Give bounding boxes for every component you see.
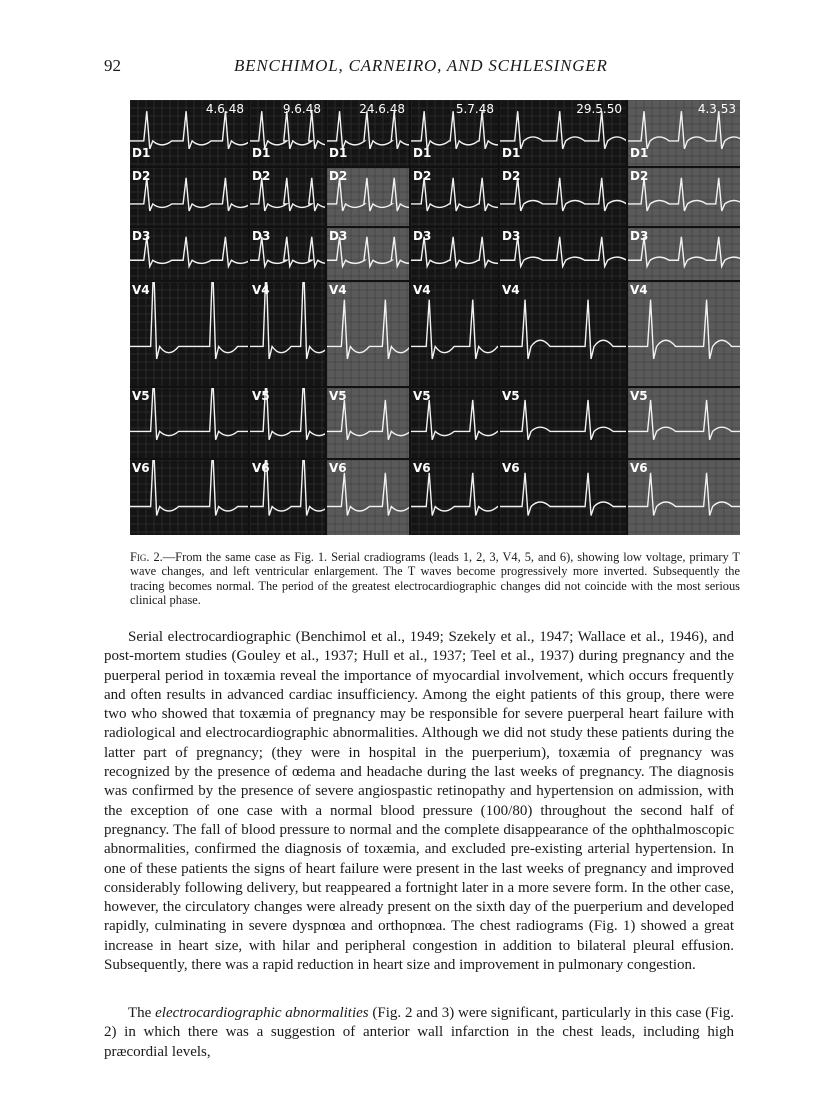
ecg-panel xyxy=(411,460,498,535)
ecg-figure xyxy=(130,100,740,535)
ecg-panel xyxy=(628,228,740,280)
lead-label: V4 xyxy=(502,283,520,297)
ecg-panel xyxy=(411,282,498,386)
ecg-panel xyxy=(327,460,409,535)
ecg-trace-svg xyxy=(250,282,325,386)
ecg-trace xyxy=(327,300,409,359)
ecg-trace xyxy=(500,300,626,359)
lead-label: D1 xyxy=(252,146,271,160)
p2-suffix: (Fig. 2 and 3) were significant, particularly in this case (Fig. 2) in which there was a suggestion of anterior wall infarction in the chest leads, including high præcordial levels, xyxy=(104,1005,734,1060)
lead-label: D2 xyxy=(413,169,432,183)
lead-label: D3 xyxy=(630,229,649,243)
lead-label: D3 xyxy=(329,229,348,243)
lead-label: V4 xyxy=(132,283,150,297)
lead-label: D3 xyxy=(132,229,151,243)
caption-label: Fig. 2. xyxy=(130,550,163,564)
ecg-panel xyxy=(628,168,740,226)
lead-label: D2 xyxy=(630,169,649,183)
ecg-panel xyxy=(411,388,498,458)
ecg-panel xyxy=(130,228,248,280)
date-label: 4.3.53 xyxy=(697,102,736,116)
lead-label: V4 xyxy=(252,283,270,297)
lead-label: D1 xyxy=(132,146,151,160)
ecg-panel xyxy=(500,388,626,458)
ecg-panel xyxy=(250,388,325,458)
lead-label: V5 xyxy=(630,389,648,403)
page-header xyxy=(104,56,716,80)
ecg-trace xyxy=(500,473,626,516)
p2-prefix: The xyxy=(128,1005,156,1021)
ecg-panel xyxy=(628,282,740,386)
date-label: 24.6.48 xyxy=(359,102,405,116)
ecg-trace xyxy=(327,473,409,516)
ecg-trace xyxy=(411,111,498,149)
lead-label: V5 xyxy=(252,389,270,403)
body-paragraph-1: Serial electrocardiographic (Benchimol et al., 1949; Szekely et al., 1947; Wallace et al., 1946), and post-mortem studies (Gouley et al., 1937; Hull et al., 1937; Teel et al., 1937) during pregnancy and the puerperal period in toxæmia reveal the importance of myocardial involvement, which occurs frequently and often results in advanced cardiac insufficiency. Among the eight patients of this group, there were two who showed that toxæmia of pregnancy may be responsible for severe puerperal heart failure with radiological and electrocardiographic abnormalities. Although we did not study these patients during the latter part of pregnancy; (they were in hospital in the puerperium), toxæmia of pregnancy was recognized by the presence of œdema and headache during the last weeks of pregnancy. The diagnosis was confirmed by the presence of severe angiospastic retinopathy and hypertension on admission, with the exception of one case with a normal blood pressure (100/80) throughout the second half of pregnancy. The fall of blood pressure to normal and the complete disappearance of the ophthalmoscopic abnormalities, confirmed the diagnosis of toxæmia, and excluded pre-existing arterial hypertension. In one of these patients the signs of heart failure were present in the last weeks of pregnancy and improved considerably following delivery, but reappeared a fortnight later in a more severe form. In the other case, however, the circulatory changes were already present on the sixth day of the puerperium and developed rapidly, culminating in severe dyspnœa and orthopnœa. The chest radiograms (Fig. 1) showed a great increase in heart size, with hilar and peripheral congestion in addition to bilateral pleural effusion. Subsequently, there was a rapid reduction in heart size and improvement in pulmonary congestion. xyxy=(104,629,734,974)
ecg-panel xyxy=(411,168,498,226)
lead-label: D3 xyxy=(413,229,432,243)
ecg-trace xyxy=(500,111,626,149)
ecg-panel xyxy=(327,168,409,226)
caption-text: —From the same case as Fig. 1. Serial cradiograms (leads 1, 2, 3, V4, 5, and 6), showing low voltage, primary T wave changes, and left ventricular enlargement. The T waves become progressively more inverted. Subsequently the tracing becomes normal. The period of the greatest electrocardiographic changes did not coincide with the most serious clinical phase. xyxy=(130,550,740,607)
ecg-trace xyxy=(411,473,498,516)
ecg-panel xyxy=(327,228,409,280)
ecg-trace xyxy=(130,111,248,149)
lead-label: V5 xyxy=(413,389,431,403)
ecg-panel xyxy=(628,100,740,166)
ecg-panel xyxy=(500,100,626,166)
lead-label: V4 xyxy=(329,283,347,297)
ecg-panel xyxy=(250,168,325,226)
ecg-trace xyxy=(327,111,409,149)
ecg-panel xyxy=(250,228,325,280)
ecg-panel xyxy=(130,100,248,166)
lead-label: D3 xyxy=(502,229,521,243)
ecg-panel xyxy=(250,460,325,535)
lead-label: D2 xyxy=(329,169,348,183)
lead-label: D2 xyxy=(252,169,271,183)
lead-label: V6 xyxy=(329,461,347,475)
lead-label: V5 xyxy=(132,389,150,403)
ecg-trace-svg xyxy=(130,282,248,386)
ecg-trace-svg xyxy=(327,282,409,386)
page-number: 92 xyxy=(104,56,121,75)
lead-label: V6 xyxy=(413,461,431,475)
lead-label: D1 xyxy=(502,146,521,160)
ecg-panel xyxy=(411,228,498,280)
ecg-panel xyxy=(327,100,409,166)
ecg-panel xyxy=(130,388,248,458)
lead-label: D2 xyxy=(132,169,151,183)
ecg-trace-svg xyxy=(500,282,626,386)
ecg-panel xyxy=(327,282,409,386)
ecg-panel xyxy=(628,460,740,535)
date-label: 4.6.48 xyxy=(205,102,244,116)
ecg-panel xyxy=(411,100,498,166)
lead-label: V6 xyxy=(132,461,150,475)
ecg-panel xyxy=(130,282,248,386)
lead-label: V5 xyxy=(329,389,347,403)
lead-label: D1 xyxy=(413,146,432,160)
lead-label: V6 xyxy=(252,461,270,475)
ecg-panel xyxy=(250,100,325,166)
ecg-trace-svg xyxy=(628,282,740,386)
ecg-panel xyxy=(130,168,248,226)
lead-label: D1 xyxy=(329,146,348,160)
lead-label: V5 xyxy=(502,389,520,403)
ecg-panel xyxy=(628,388,740,458)
ecg-panel xyxy=(500,168,626,226)
lead-label: V4 xyxy=(630,283,648,297)
lead-label: D1 xyxy=(630,146,649,160)
figure-caption xyxy=(130,550,740,607)
ecg-trace xyxy=(411,300,498,359)
date-label: 29.5.50 xyxy=(576,102,622,116)
lead-label: V6 xyxy=(630,461,648,475)
lead-label: D3 xyxy=(252,229,271,243)
lead-label: V4 xyxy=(413,283,431,297)
lead-label: D2 xyxy=(502,169,521,183)
lead-label: V6 xyxy=(502,461,520,475)
body-paragraph-2 xyxy=(104,1004,734,1062)
date-label: 5.7.48 xyxy=(455,102,494,116)
ecg-trace-svg xyxy=(411,282,498,386)
ecg-panel xyxy=(250,282,325,386)
ecg-panel xyxy=(500,282,626,386)
ecg-panel xyxy=(500,460,626,535)
ecg-panel xyxy=(130,460,248,535)
ecg-panel xyxy=(500,228,626,280)
running-head: BENCHIMOL, CARNEIRO, AND SCHLESINGER xyxy=(234,56,608,75)
ecg-panel xyxy=(327,388,409,458)
p2-italic: electrocardiographic abnormalities xyxy=(155,1005,369,1021)
date-label: 9.6.48 xyxy=(282,102,321,116)
